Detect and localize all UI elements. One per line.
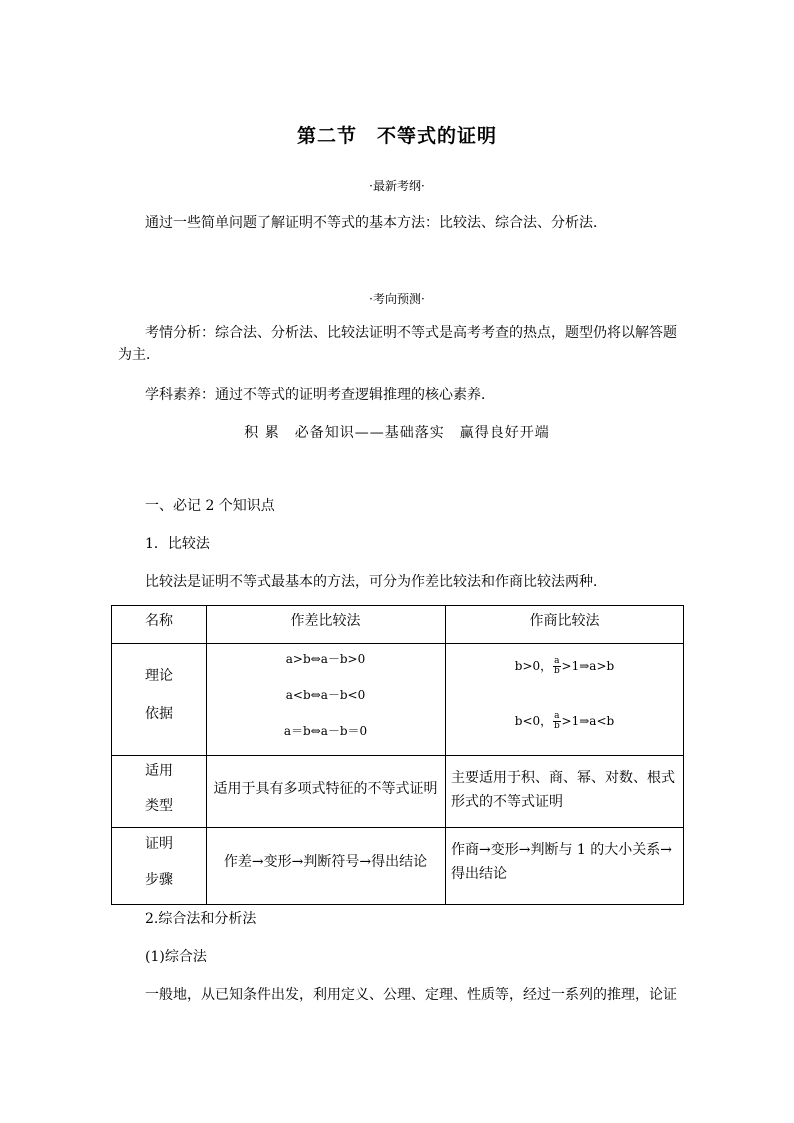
difference-rule-greater: a>b⇔a－b>0 xyxy=(285,652,366,666)
synthesis-method-heading: (1)综合法 xyxy=(145,949,207,965)
comparison-table xyxy=(111,605,684,905)
row-label-steps-1: 证明 xyxy=(145,836,173,852)
section1-heading: 一、必记 2 个知识点 xyxy=(145,498,275,514)
quotient-proof-steps: 作商→变形→判断与 1 的大小关系→得出结论 xyxy=(451,842,672,882)
row-label-steps-2: 步骤 xyxy=(145,872,173,888)
forecast-literacy: 学科素养：通过不等式的证明考查逻辑推理的核心素养． xyxy=(145,387,495,403)
quotient-conclusion: >1⇒a>b xyxy=(561,659,615,673)
difference-applicable-type: 适用于具有多项式特征的不等式证明 xyxy=(213,781,438,797)
fraction-a-over-b xyxy=(553,657,560,676)
section2-heading: 2.综合法和分析法 xyxy=(145,911,257,927)
forecast-heading: ·考向预测· xyxy=(369,292,425,306)
fraction-denominator: b xyxy=(553,721,560,731)
table-divider xyxy=(112,755,683,756)
forecast-analysis: 考情分析：综合法、分析法、比较法证明不等式是高考考查的热点，题型仍将以解答题为主． xyxy=(118,325,677,363)
fraction-numerator: a xyxy=(554,711,560,721)
quotient-rule-positive xyxy=(445,654,684,678)
syllabus-text: 通过一些简单问题了解证明不等式的基本方法：比较法、综合法、分析法． xyxy=(145,215,607,231)
row-label-type-2: 类型 xyxy=(145,798,173,814)
table-header-name: 名称 xyxy=(145,613,173,629)
quotient-condition: b>0， xyxy=(514,659,553,673)
table-divider xyxy=(112,827,683,828)
quotient-condition: b<0， xyxy=(514,714,553,728)
fraction-numerator: a xyxy=(554,656,560,666)
synthesis-method-text: 一般地，从已知条件出发，利用定义、公理、定理、性质等，经过一系列的推理，论证 xyxy=(145,987,677,1003)
comparison-method-heading: 1．比较法 xyxy=(145,536,210,552)
page-title xyxy=(0,121,794,148)
table-header-quotient: 作商比较法 xyxy=(529,613,600,629)
fraction-a-over-b xyxy=(553,712,560,731)
table-divider xyxy=(112,643,683,644)
difference-proof-steps: 作差→变形→判断符号→得出结论 xyxy=(223,854,428,870)
row-label-theory-1: 理论 xyxy=(145,668,173,684)
title-topic: 不等式的证明 xyxy=(377,125,498,147)
row-label-theory-2: 依据 xyxy=(145,706,173,722)
accumulate-banner: 积 累 必备知识——基础落实 赢得良好开端 xyxy=(244,425,550,441)
comparison-method-intro: 比较法是证明不等式最基本的方法，可分为作差比较法和作商比较法两种． xyxy=(145,574,607,590)
quotient-rule-negative xyxy=(445,709,684,733)
quotient-applicable-type: 主要适用于积、商、幂、对数、根式形式的不等式证明 xyxy=(451,770,675,810)
row-label-type-1: 适用 xyxy=(145,763,173,779)
fraction-denominator: b xyxy=(553,666,560,676)
difference-rule-equal: a＝b⇔a－b＝0 xyxy=(283,724,368,738)
title-section-number: 第二节 xyxy=(296,125,357,147)
difference-rule-less: a<b⇔a－b<0 xyxy=(285,688,366,702)
syllabus-heading: ·最新考纲· xyxy=(369,179,425,193)
table-header-difference: 作差比较法 xyxy=(290,613,361,629)
quotient-conclusion: >1⇒a<b xyxy=(561,714,615,728)
